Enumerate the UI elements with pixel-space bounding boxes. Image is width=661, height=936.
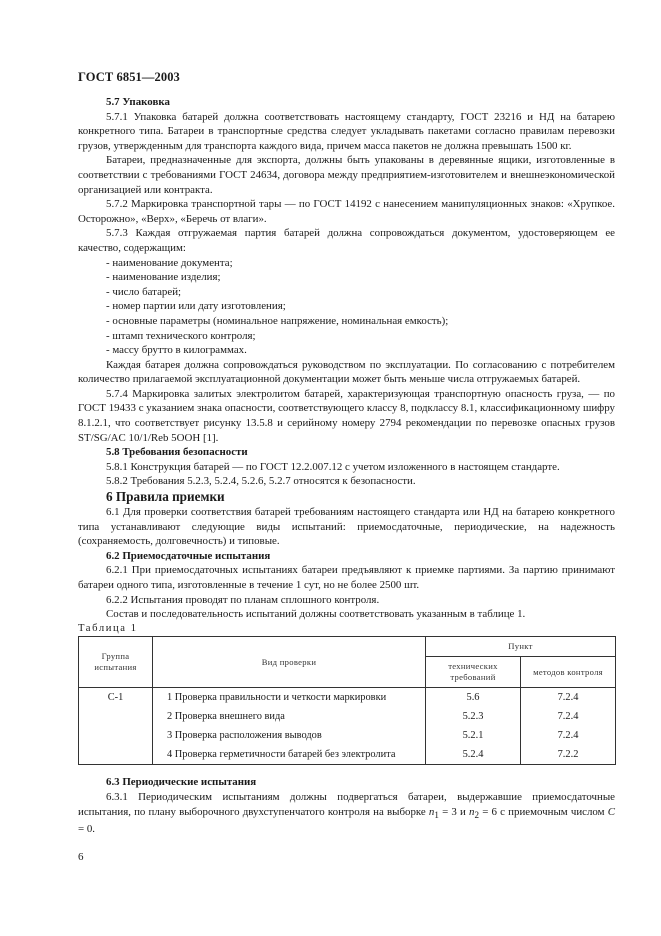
document-contents-list: [78, 256, 615, 358]
text-fragment: = 0.: [78, 823, 96, 836]
text-fragment: = 6 с приемочным числом: [479, 805, 608, 818]
section-title-6-3: 6.3 Периодические испытания: [106, 776, 257, 789]
list-item: - число батарей;: [106, 285, 182, 298]
col-header-methods: методов контроля: [521, 657, 616, 688]
paragraph: 6.1 Для проверки соответствия батарей требованиям настоящего стандарта или НД на батарею конкретного типа устанавливают следующие виды испытаний: приемосдаточные, периодические, на надежность (сохраняемость, долговечность) и типовые.: [78, 506, 615, 548]
cell-req: 5.2.1: [426, 726, 521, 745]
paragraph: Каждая батарея должна сопровождаться руководством по эксплуатации. По согласованию с потребителем количество прилагаемой эксплуатационной документации может быть меньше числа отгружаемых батарей.: [78, 358, 615, 386]
paragraph: 5.8.1 Конструкция батарей — по ГОСТ 12.2.007.12 с учетом изложенного в настоящем стандарте.: [106, 460, 560, 473]
list-item: - наименование изделия;: [106, 271, 221, 284]
section-title-5-7: 5.7 Упаковка: [106, 96, 170, 108]
cell-req: 5.6: [426, 688, 521, 708]
table-row: [79, 707, 616, 726]
col-header-check: Вид проверки: [153, 637, 426, 688]
cell-group: [79, 726, 153, 745]
math-variable: C: [607, 805, 615, 818]
section-title-6-2: 6.2 Приемосдаточные испытания: [106, 549, 271, 562]
col-header-requirements: технических требований: [426, 657, 521, 688]
paragraph-6-3-1: [78, 790, 615, 837]
list-item: - наименование документа;: [106, 256, 233, 269]
math-variable: n: [428, 805, 435, 818]
cell-meth: 7.2.4: [521, 707, 616, 726]
cell-meth: 7.2.2: [521, 745, 616, 765]
table-row: [79, 688, 616, 708]
section-heading-6: 6 Правила приемки: [106, 489, 225, 505]
paragraph: Батареи, предназначенные для экспорта, должны быть упакованы в деревянные ящики, изготовленные в соответствии с требованиями ГОСТ 24634, договора между предприятием-изготовителем и внешнеэкономической организацией или контракта.: [78, 154, 615, 196]
paragraph: 5.7.4 Маркировка залитых электролитом батарей, характеризующая транспортную опасность груза, — по ГОСТ 19433 с указанием знака опасности, соответствующего классу 8, подклассу 8.1, классификационному шифру 8.1.2.1, что соответствует рисунку 13.5.8 и серийному номеру 2794 рекомендации по перевозке опасных грузов ST/SG/AC 10/1/Reb 5ООН [1].: [78, 387, 615, 444]
table-1: [78, 636, 616, 765]
paragraph: 5.7.2 Маркировка транспортной тары — по ГОСТ 14192 с нанесением манипуляционных знаков: «Хрупкое. Осторожно», «Верх», «Беречь от влаги».: [78, 198, 615, 225]
cell-check: 4 Проверка герметичности батарей без электролита: [153, 745, 426, 765]
cell-check: 1 Проверка правильности и четкости маркировки: [153, 688, 426, 708]
col-header-group: Группа испытания: [79, 637, 153, 688]
paragraph: 5.7.3 Каждая отгружаемая партия батарей должна сопровождаться документом, удостоверяющем ее качество, содержащим:: [78, 227, 615, 254]
paragraph: 6.2.1 При приемосдаточных испытаниях батареи предъявляют к приемке партиями. За партию принимают батареи одного типа, изготовленные в течение 1 сут, но не более 2500 шт.: [78, 564, 615, 591]
table-row: [79, 745, 616, 765]
table-caption: Таблица 1: [78, 622, 138, 634]
cell-group: [79, 707, 153, 726]
math-subscript: 2: [474, 809, 480, 820]
cell-check: 3 Проверка расположения выводов: [153, 726, 426, 745]
math-subscript: 1: [434, 809, 439, 820]
math-variable: n: [469, 805, 475, 818]
cell-meth: 7.2.4: [521, 726, 616, 745]
cell-meth: 7.2.4: [521, 688, 616, 708]
cell-check: 2 Проверка внешнего вида: [153, 707, 426, 726]
paragraph: Состав и последовательность испытаний должны соответствовать указанным в таблице 1.: [106, 608, 526, 621]
list-item: - номер партии или дату изготовления;: [106, 300, 286, 313]
table-row: [79, 726, 616, 745]
cell-req: 5.2.3: [426, 707, 521, 726]
paragraph: 5.7.1 Упаковка батарей должна соответствовать настоящему стандарту, ГОСТ 23216 и НД на батарею конкретного типа. Батареи в транспортные средства следует укладывать пакетами согласно правилам перевозки грузов, утвержденным для транспорта каждого вида, причем масса пакетов не должна превышать 1500 кг.: [78, 110, 615, 152]
text-fragment: 6.3.1 Периодическим испытаниям должны подвергаться батареи, выдержавшие приемосдаточные испытания, по плану выборочного двухступенчатого контроля на выборке: [78, 790, 615, 818]
section-title-5-8: 5.8 Требования безопасности: [106, 446, 248, 459]
page-body: [78, 95, 615, 837]
cell-req: 5.2.4: [426, 745, 521, 765]
list-item: - основные параметры (номинальное напряжение, номинальная емкость);: [106, 314, 449, 327]
cell-group: С-1: [79, 688, 153, 708]
paragraph: 5.8.2 Требования 5.2.3, 5.2.4, 5.2.6, 5.2.7 относятся к безопасности.: [106, 475, 416, 488]
page-number: 6: [78, 851, 84, 863]
page-header: ГОСТ 6851—2003: [78, 70, 180, 84]
paragraph: 6.2.2 Испытания проводят по планам сплошного контроля.: [106, 593, 380, 606]
list-item: - штамп технического контроля;: [106, 329, 256, 342]
cell-group: [79, 745, 153, 765]
list-item: - массу брутто в килограммах.: [106, 344, 247, 357]
col-header-item: Пункт: [426, 637, 616, 657]
text-fragment: = 3 и: [438, 805, 470, 818]
